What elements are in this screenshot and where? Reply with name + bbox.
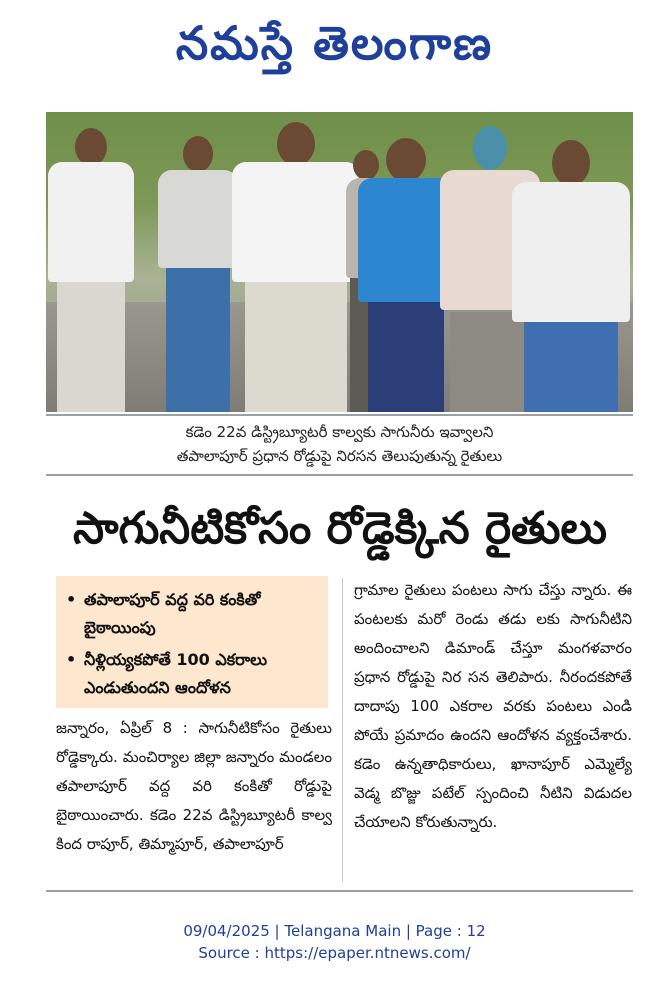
caption-divider [46, 414, 633, 416]
article-headline: సాగునీటికోసం రోడ్డెక్కిన రైతులు [73, 503, 607, 554]
photo-person [48, 122, 134, 412]
bullet-icon: • [66, 590, 77, 609]
footer-date-page: 09/04/2025 | Telangana Main | Page : 12 [183, 922, 486, 940]
highlight-text: నీళ్లియ్యకపోతే 100 ఎకరాలు ఎండుతుందని ఆందోళన [84, 650, 267, 697]
bullet-icon: • [66, 650, 77, 669]
caption-line: తపాలాపూర్ ప్రధాన రోడ్డుపై నిరసన తెలుపుతున్న రైతులు [176, 447, 503, 465]
highlight-text: తపాలాపూర్ వద్ద వరి కంకితో బైఠాయింపు [84, 590, 261, 637]
footer-source: Source : https://epaper.ntnews.com/ [198, 944, 471, 962]
caption-line: కడెం 22వ డిస్ట్రిబ్యూటరీ కాల్వకు సాగునీరు ఇవ్వాలని [185, 423, 494, 441]
photo-person [158, 126, 238, 412]
photo-person [512, 132, 630, 412]
highlight-item [66, 646, 320, 702]
photo-caption [46, 420, 633, 468]
article-body-right: గ్రామాల రైతులు పంటలు సాగు చేస్తు న్నారు. ఈ పంటలకు మరో రెండు తడు లకు సాగునీటిని అందించాలని డిమాండ్ చేస్తూ మంగళవారం ప్రధాన రోడ్డుపై నిర సన తెలిపారు. నీరందకపోతే దాదాపు 100 ఎకరాల వరకు పంటలు ఎండి పోయే ప్రమాదం ఉందని ఆందోళన వ్యక్తంచేశారు. కడెం ఉన్నతాధికారులు, ఖానాపూర్ ఎమ్మెల్యే వెడ్మ బొజ్జు పటేల్ స్పందించి నీటిని విడుదల చేయాలని కోరుతున్నారు. [354, 581, 632, 831]
article-body-left: జన్నారం, ఏప్రిల్ 8 : సాగునీటికోసం రైతులు రోడ్డెక్కారు. మంచిర్యాల జిల్లా జన్నారం మండలం తపాలాపూర్ వద్ద వరి కంకితో రోడ్డుపై బైఠాయించారు. కడెం 22వ డిస్ట్రిబ్యూటరీ కాల్వ కింద రాపూర్, తిమ్మాపూర్, తపాలాపూర్ [56, 719, 332, 853]
news-photo [46, 112, 633, 412]
highlight-item [66, 586, 320, 642]
column-divider [342, 578, 343, 882]
highlights-box [56, 576, 328, 708]
photo-person [232, 116, 360, 412]
footer [0, 920, 669, 964]
masthead-title: నమస్తే తెలంగాణ [175, 16, 494, 70]
footer-divider [46, 890, 633, 892]
caption-divider [46, 474, 633, 476]
